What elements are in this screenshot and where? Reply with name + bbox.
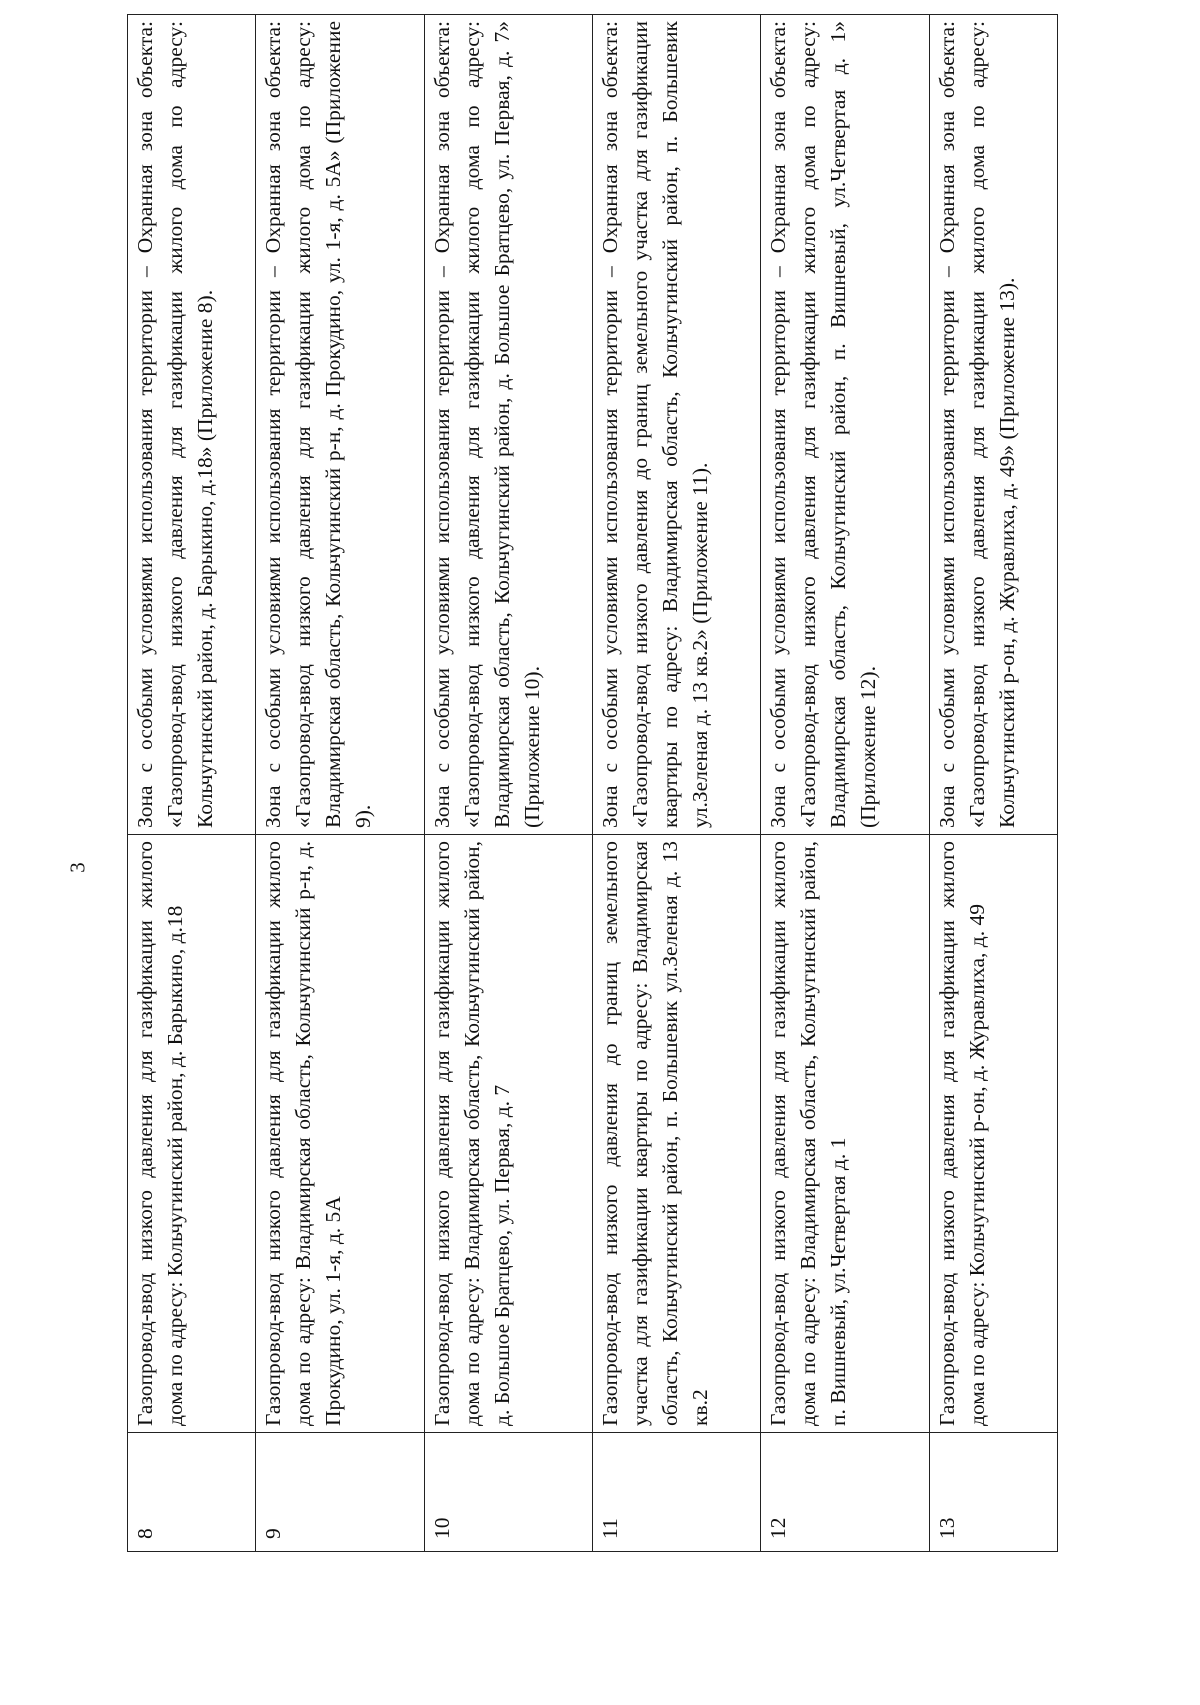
rotated-table-container [127,21,1058,1552]
object-description: Газопровод-ввод низкого давления для газификации жилого дома по адресу: Владимирская область, Кольчугинский район, д. Большое Братцево, ул. Первая, д. 7 [424,835,592,1433]
zone-description: Зона с особыми условиями использования территории – Охранная зона объекта: «Газопровод-ввод низкого давления для газификации жилого дома по адресу: Владимирская область, Кольчугинский район, п. Вишневый, ул.Четвертая д. 1» (Приложение 12). [761,15,929,835]
object-description: Газопровод-ввод низкого давления для газификации жилого дома по адресу: Кольчугинский район, д. Барыкино, д.18 [128,835,256,1433]
table-row [761,15,929,1552]
object-description: Газопровод-ввод низкого давления для газификации жилого дома по адресу: Владимирская область, Кольчугинский район, п. Вишневый, ул.Четвертая д. 1 [761,835,929,1433]
table-row [929,15,1057,1552]
zone-description: Зона с особыми условиями использования территории – Охранная зона объекта: «Газопровод-ввод низкого давления для газификации жилого дома по адресу: Владимирская область, Кольчугинский р-н, д. Прокудино, ул. 1-я, д. 5А» (Приложение 9). [256,15,424,835]
row-number: 9 [256,1433,424,1552]
zone-description: Зона с особыми условиями использования территории – Охранная зона объекта: «Газопровод-ввод низкого давления для газификации жилого дома по адресу: Владимирская область, Кольчугинский район, д. Большое Братцево, ул. Первая, д. 7» (Приложение 10). [424,15,592,835]
page-number: 3 [65,862,90,873]
zone-description: Зона с особыми условиями использования территории – Охранная зона объекта: «Газопровод-ввод низкого давления для газификации жилого дома по адресу: Кольчугинский р-он, д. Журавлиха, д. 49» (Приложение 13). [929,15,1057,835]
object-description: Газопровод-ввод низкого давления для газификации жилого дома по адресу: Владимирская область, Кольчугинский р-н, д. Прокудино, ул. 1-я, д. 5А [256,835,424,1433]
row-number: 13 [929,1433,1057,1552]
table-row [424,15,592,1552]
row-number: 10 [424,1433,592,1552]
table-row [128,15,256,1552]
object-description: Газопровод-ввод низкого давления для газификации жилого дома по адресу: Кольчугинский р-он, д. Журавлиха, д. 49 [929,835,1057,1433]
object-description: Газопровод-ввод низкого давления до границ земельного участка для газификации квартиры по адресу: Владимирская область, Кольчугинский район, п. Большевик ул.Зеленая д. 13 кв.2 [592,835,760,1433]
table-row [256,15,424,1552]
zone-description: Зона с особыми условиями использования территории – Охранная зона объекта: «Газопровод-ввод низкого давления для газификации жилого дома по адресу: Кольчугинский район, д. Барыкино, д.18» (Приложение 8). [128,15,256,835]
table-row [592,15,760,1552]
row-number: 11 [592,1433,760,1552]
row-number: 8 [128,1433,256,1552]
objects-table [127,14,1058,1552]
zone-description: Зона с особыми условиями использования территории – Охранная зона объекта: «Газопровод-ввод низкого давления до границ земельного участка для газификации квартиры по адресу: Владимирская область, Кольчугинский район, п. Большевик ул.Зеленая д. 13 кв.2» (Приложение 11). [592,15,760,835]
row-number: 12 [761,1433,929,1552]
